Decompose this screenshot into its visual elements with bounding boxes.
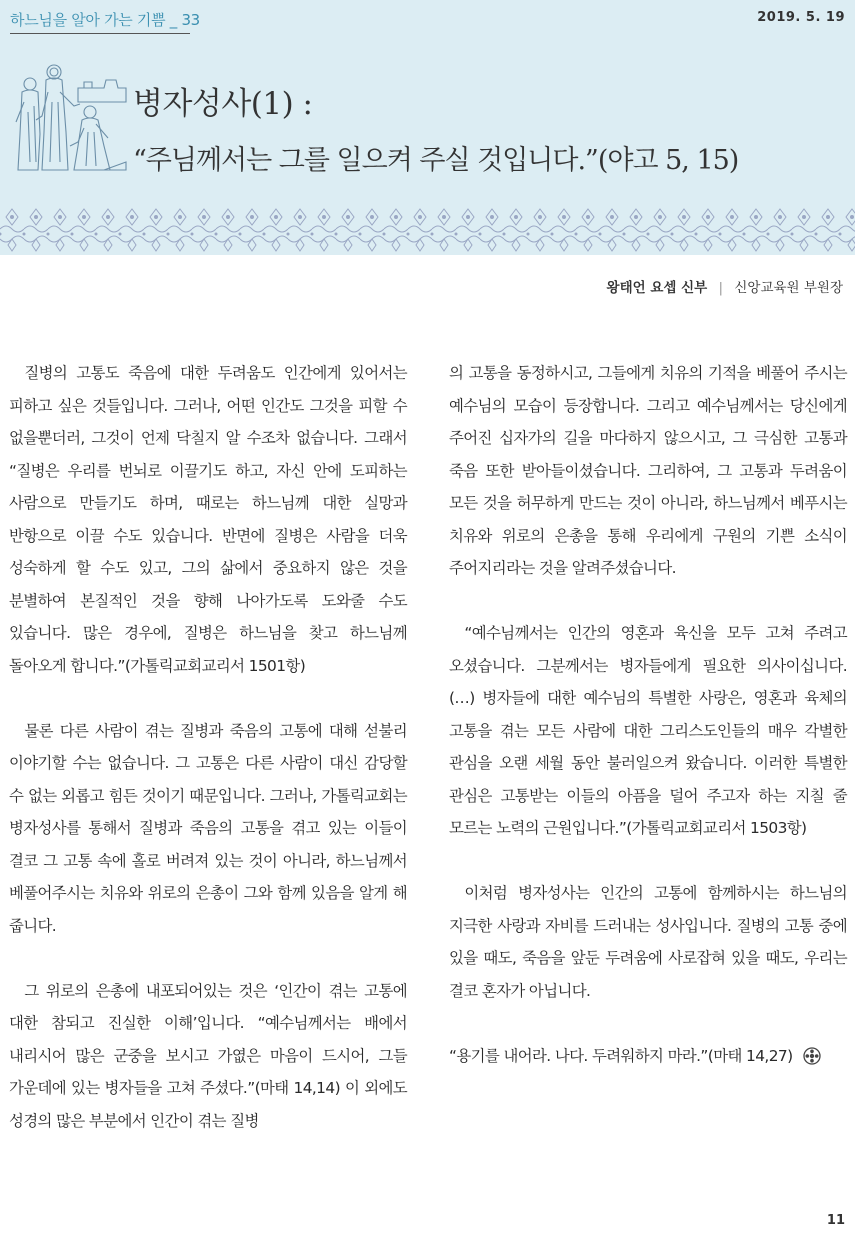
author-line — [607, 276, 843, 296]
issue-date: 2019. 5. 19 — [757, 10, 845, 25]
right-column — [449, 357, 847, 1105]
series-title: 하느님을 알아 가는 기쁨 _ 33 — [10, 11, 200, 29]
page-subtitle: “주님께서는 그를 일으켜 주실 것입니다.”(야고 5, 15) — [133, 145, 739, 176]
jesus-healing-illustration — [8, 62, 130, 180]
page-number: 11 — [826, 1213, 845, 1228]
closing-quote-text: “용기를 내어라. 나다. 두려워하지 마라.”(마태 14,27) — [449, 1046, 793, 1065]
lace-border-decoration — [0, 203, 855, 253]
paragraph: 의 고통을 동정하시고, 그들에게 치유의 기적을 베풀어 주시는 예수님의 모습이 등장합니다. 그리고 예수님께서는 당신에게 주어진 십자가의 길을 마다하지 않으시고, 그 극심한 고통과 죽음 또한 받아들이셨습니다. 그리하여, 그 고통과 두려움이 모든 것을 허무하게 만드는 것이 아니라, 하느님께서 베푸시는 치유와 위로의 은총을 통해 우리에게 구원의 기쁜 소식이 주어지리라는 것을 알려주셨습니다. — [449, 364, 847, 577]
left-column — [9, 357, 407, 1170]
page-title: 병자성사(1) : — [133, 86, 313, 122]
end-mark-icon — [803, 1047, 821, 1065]
paragraph: 질병의 고통도 죽음에 대한 두려움도 인간에게 있어서는 피하고 싶은 것들입니다. 그러나, 어떤 인간도 그것을 피할 수 없을뿐더러, 그것이 언제 닥칠지 알 수조차 없습니다. 그래서 “질병은 우리를 번뇌로 이끌기도 하고, 자신 안에 도피하는 사람으로 만들기도 하며, 때로는 하느님께 대한 실망과 반항으로 이끌 수도 있습니다. 반면에 질병은 사람을 더욱 성숙하게 할 수도 있고, 그의 삶에서 중요하지 않은 것을 분별하여 본질적인 것을 향해 나아가도록 도와줄 수도 있습니다. 많은 경우에, 질병은 하느님을 찾고 하느님께 돌아오게 합니다.”(가톨릭교회교리서 1501항) — [9, 364, 407, 675]
series-underline — [10, 33, 190, 34]
closing-quote — [449, 1040, 847, 1073]
paragraph: 이처럼 병자성사는 인간의 고통에 함께하시는 하느님의 지극한 사랑과 자비를 드러내는 성사입니다. 질병의 고통 중에 있을 때도, 죽음을 앞둔 두려움에 사로잡혀 있을 때도, 우리는 결코 혼자가 아닙니다. — [449, 884, 847, 1000]
author-separator: | — [718, 280, 724, 296]
paragraph: 그 위로의 은총에 내포되어있는 것은 ‘인간이 겪는 고통에 대한 참되고 진실한 이해’입니다. “예수님께서는 배에서 내리시어 많은 군중을 보시고 가엾은 마음이 드시어, 그들 가운데에 있는 병자들을 고쳐 주셨다.”(마태 14,14) 이 외에도 성경의 많은 부분에서 인간이 겪는 질병 — [9, 981, 407, 1130]
paragraph: 물론 다른 사람이 겪는 질병과 죽음의 고통에 대해 섣불리 이야기할 수는 없습니다. 그 고통은 다른 사람이 대신 감당할 수 없는 외롭고 힘든 것이기 때문입니다. 그러나, 가톨릭교회는 병자성사를 통해서 질병과 죽음의 고통을 겪고 있는 이들이 결코 그 고통 속에 홀로 버려져 있는 것이 아니라, 하느님께서 베풀어주시는 치유와 위로의 은총이 그와 함께 있음을 알게 해 줍니다. — [9, 721, 407, 935]
author-name: 왕태언 요셉 신부 — [606, 280, 708, 296]
paragraph: “예수님께서는 인간의 영혼과 육신을 모두 고쳐 주려고 오셨습니다. 그분께서는 병자들에게 필요한 의사이십니다. (…) 병자들에 대한 예수님의 특별한 사랑은, 영혼과 육체의 고통을 겪는 모든 사람에 대한 그리스도인들의 매우 각별한 관심을 오랜 세월 동안 불러일으켜 왔습니다. 이러한 특별한 관심은 고통받는 이들의 아픔을 덜어 주고자 하는 지칠 줄 모르는 노력의 근원입니다.”(가톨릭교회교리서 1503항) — [449, 624, 847, 837]
author-role: 신앙교육원 부원장 — [734, 280, 843, 296]
